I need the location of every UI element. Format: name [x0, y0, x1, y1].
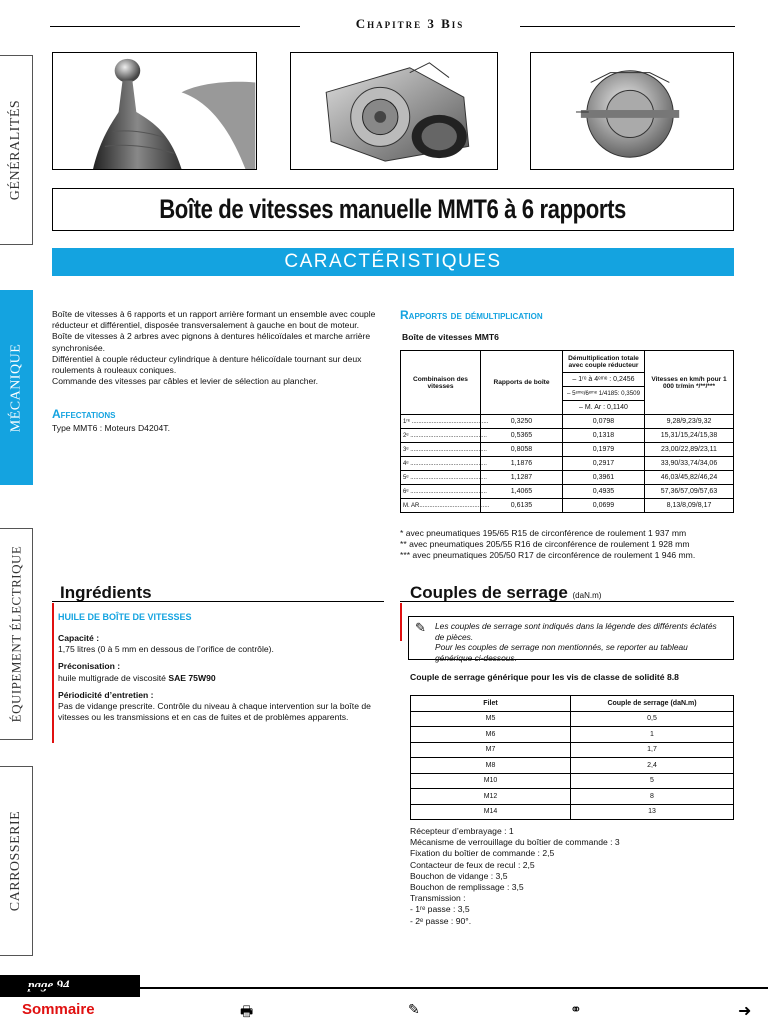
demult-sub: – M. Ar : 0,1140	[563, 401, 645, 415]
ingredients-heading: Ingrédients	[60, 583, 152, 602]
sidebar-tab-equipement-electrique[interactable]	[0, 528, 33, 740]
ratio-demult: 0,1979	[563, 443, 645, 457]
couple-filet: M7	[411, 742, 571, 758]
couple-row	[411, 773, 734, 789]
intro-line: Boîte de vitesses à 2 arbres avec pignons à dentures hélicoïdales et marche arrière synchronisée.	[52, 331, 371, 353]
couple-filet: M14	[411, 804, 571, 820]
printer-icon[interactable]: 🖶	[240, 1003, 254, 1019]
couples-list-item: Récepteur d’embrayage : 1	[410, 826, 514, 836]
ratio-gear: 5ᵉ ..............................................	[401, 471, 481, 485]
ratio-ratio: 1,1876	[481, 457, 563, 471]
binoculars-icon[interactable]: ⚭	[570, 1001, 582, 1017]
chapter-title: Chapitre 3 Bis	[355, 16, 465, 31]
ratio-gear: 2ᵉ ..............................................	[401, 429, 481, 443]
preco-bold: SAE 75W90	[168, 672, 216, 683]
ratio-demult: 0,1318	[563, 429, 645, 443]
couples-list-item: Contacteur de feux de recul : 2,5	[410, 859, 535, 870]
section-band: CARACTÉRISTIQUES	[52, 248, 734, 276]
couple-filet: M5	[411, 711, 571, 727]
couple-row	[411, 742, 734, 758]
note-pencil-icon: ✎	[415, 620, 426, 635]
affectations-text: Type MMT6 : Moteurs D4204T.	[52, 423, 170, 433]
couple-row	[411, 727, 734, 743]
couples-list-item: - 2ᵉ passe : 90°.	[410, 915, 472, 926]
couple-filet: M12	[411, 789, 571, 805]
footnote: * avec pneumatiques 195/65 R15 de circonférence de roulement 1 937 mm	[400, 528, 687, 538]
ratio-ratio: 0,8058	[481, 443, 563, 457]
ratio-speed: 33,90/33,74/34,06	[645, 457, 734, 471]
col-demult: Démultiplication totale avec couple réducteur	[563, 351, 645, 373]
demult-sub: – 1ʳᵉ à 4ᵉᵐᵉ : 0,2456	[563, 373, 645, 387]
ratio-row	[401, 471, 734, 485]
sidebar-tab-generalites[interactable]	[0, 55, 33, 245]
ratio-row	[401, 499, 734, 513]
ratio-gear: 4ᵉ ..............................................	[401, 457, 481, 471]
couples-list-item: Mécanisme de verrouillage du boîtier de commande : 3	[410, 837, 620, 848]
preco-label: Préconisation :	[58, 661, 121, 672]
couples-table	[410, 695, 734, 820]
differential-photo	[530, 52, 734, 170]
ratio-ratio: 0,3250	[481, 415, 563, 429]
ratio-row	[401, 429, 734, 443]
capacite-value: 1,75 litres (0 à 5 mm en dessous de l’orifice de contrôle).	[58, 644, 274, 655]
couples-list	[410, 826, 734, 927]
couple-couple: 1	[571, 727, 734, 743]
couple-couple: 8	[571, 789, 734, 805]
ratio-row	[401, 415, 734, 429]
couple-row	[411, 758, 734, 774]
ratio-gear: 1ʳᵉ ..............................................	[401, 415, 481, 429]
ratio-ratio: 1,4065	[481, 485, 563, 499]
col-filet: Filet	[411, 696, 571, 712]
ratio-demult: 0,0798	[563, 415, 645, 429]
header-rule-left	[50, 26, 300, 27]
couples-table-title: Couple de serrage générique pour les vis de classe de solidité 8.8	[410, 672, 679, 682]
col-combinaison: Combinaison des vitesses	[401, 351, 481, 415]
footnote: *** avec pneumatiques 205/50 R17 de circonférence de roulement 1 946 mm.	[400, 550, 696, 561]
couple-couple: 5	[571, 773, 734, 789]
ratios-subheading: Boîte de vitesses MMT6	[402, 332, 499, 342]
couples-list-item: Bouchon de vidange : 3,5	[410, 870, 508, 881]
page-title-text: Boîte de vitesses manuelle MMT6 à 6 rapports	[159, 194, 627, 224]
couple-filet: M8	[411, 758, 571, 774]
ingredients-sub: HUILE DE BOÎTE DE VITESSES	[58, 612, 192, 622]
gear-lever-photo	[52, 52, 257, 170]
period-label: Périodicité d’entretien :	[58, 689, 154, 700]
couple-filet: M6	[411, 727, 571, 743]
ratio-speed: 8,13/8,09/8,17	[645, 499, 734, 513]
demult-sub: – 5ᵉᵐᵉ/6ᵉᵐᵉ 1/4185: 0,3509	[563, 387, 645, 401]
footer-rule	[0, 987, 768, 989]
ratio-demult: 0,2917	[563, 457, 645, 471]
col-rapports: Rapports de boîte	[481, 351, 563, 415]
page-title	[52, 188, 734, 231]
intro-text	[52, 309, 384, 387]
sidebar-tab-label: ÉQUIPEMENT ÉLECTRIQUE	[8, 545, 23, 723]
sommaire-link[interactable]: Sommaire	[22, 1001, 95, 1018]
ratio-ratio: 0,5365	[481, 429, 563, 443]
ratio-speed: 46,03/45,82/46,24	[645, 471, 734, 485]
couple-couple: 1,7	[571, 742, 734, 758]
couple-row	[411, 804, 734, 820]
sidebar-tab-mecanique[interactable]	[0, 290, 33, 485]
couples-note	[408, 616, 734, 663]
ratio-gear: 3ᵉ ..............................................	[401, 443, 481, 457]
couple-couple: 2,4	[571, 758, 734, 774]
couple-row	[411, 789, 734, 805]
document-icon[interactable]: ✎	[408, 1001, 420, 1017]
couple-row	[411, 711, 734, 727]
couples-unit: (daN.m)	[572, 591, 602, 600]
ratios-heading: Rapports de démultiplication	[400, 308, 543, 322]
sidebar-tab-carrosserie[interactable]	[0, 766, 33, 956]
couples-list-item: Bouchon de remplissage : 3,5	[410, 882, 524, 893]
ratio-gear: 6ᵉ ..............................................	[401, 485, 481, 499]
header-rule-right	[520, 26, 735, 27]
capacite-label: Capacité :	[58, 633, 100, 643]
ratio-row	[401, 485, 734, 499]
couples-heading-text: Couples de serrage	[410, 583, 568, 602]
couple-couple: 0,5	[571, 711, 734, 727]
affectations-heading: Affectations	[52, 407, 116, 421]
couple-couple: 13	[571, 804, 734, 820]
ratios-table	[400, 350, 734, 513]
ratios-footnotes	[400, 528, 734, 562]
ratio-speed: 9,28/9,23/9,32	[645, 415, 734, 429]
note-line: Les couples de serrage sont indiqués dans la légende des différents éclatés de pièces.	[435, 621, 717, 642]
couples-rule	[400, 601, 734, 602]
couples-accent	[400, 603, 402, 641]
ratio-demult: 0,0699	[563, 499, 645, 513]
ratio-speed: 15,31/15,24/15,38	[645, 429, 734, 443]
intro-line: Différentiel à couple réducteur cylindrique à denture hélicoïdale tournant sur deux roulements à rouleaux coniques.	[52, 353, 362, 376]
ratio-demult: 0,4935	[563, 485, 645, 499]
ratio-speed: 23,00/22,89/23,11	[645, 443, 734, 457]
ratio-row	[401, 443, 734, 457]
sidebar-tab-label: MÉCANIQUE	[8, 343, 23, 432]
gearbox-photo	[290, 52, 498, 170]
couples-list-item: Fixation du boîtier de commande : 2,5	[410, 848, 555, 859]
sidebar-tab-label: GÉNÉRALITÉS	[8, 99, 24, 201]
period-value: Pas de vidange prescrite. Contrôle du niveau à chaque intervention sur la boîte de vitesses ou les transmissions et en cas de fuites et de problèmes apparents.	[58, 701, 371, 723]
preco-value: huile multigrade de viscosité	[58, 672, 169, 683]
intro-line: Commande des vitesses par câbles et levier de sélection au plancher.	[52, 376, 319, 387]
sidebar-tab-label: CARROSSERIE	[8, 810, 24, 912]
ratio-gear: M. AR..........................................	[401, 499, 481, 513]
couples-list-item: - 1ʳᵉ passe : 3,5	[410, 904, 470, 915]
col-couple: Couple de serrage (daN.m)	[571, 696, 734, 712]
note-line: Pour les couples de serrage non mentionnés, se reporter au tableau générique ci-dessous.	[435, 642, 688, 663]
ingredients-accent	[52, 603, 54, 743]
ratio-ratio: 1,1287	[481, 471, 563, 485]
col-vitesses: Vitesses en km/h pour 1 000 tr/min */**/***	[645, 351, 734, 415]
ratio-row	[401, 457, 734, 471]
couple-filet: M10	[411, 773, 571, 789]
arrow-right-icon[interactable]: ➜	[738, 1003, 752, 1020]
ingredients-body	[58, 633, 384, 723]
ratio-ratio: 0,6135	[481, 499, 563, 513]
ratio-demult: 0,3961	[563, 471, 645, 485]
footnote: ** avec pneumatiques 205/55 R16 de circonférence de roulement 1 928 mm	[400, 539, 690, 550]
couples-heading	[410, 583, 601, 603]
ratio-speed: 57,36/57,09/57,63	[645, 485, 734, 499]
page-number: page 94	[0, 975, 140, 997]
intro-line: Boîte de vitesses à 6 rapports et un rapport arrière formant un ensemble avec couple réducteur et différentiel, disposée transversalement à gauche en bout de moteur.	[52, 309, 376, 331]
couples-list-item: Transmission :	[410, 893, 466, 904]
ingredients-rule	[52, 601, 384, 602]
preco-line	[58, 673, 384, 684]
